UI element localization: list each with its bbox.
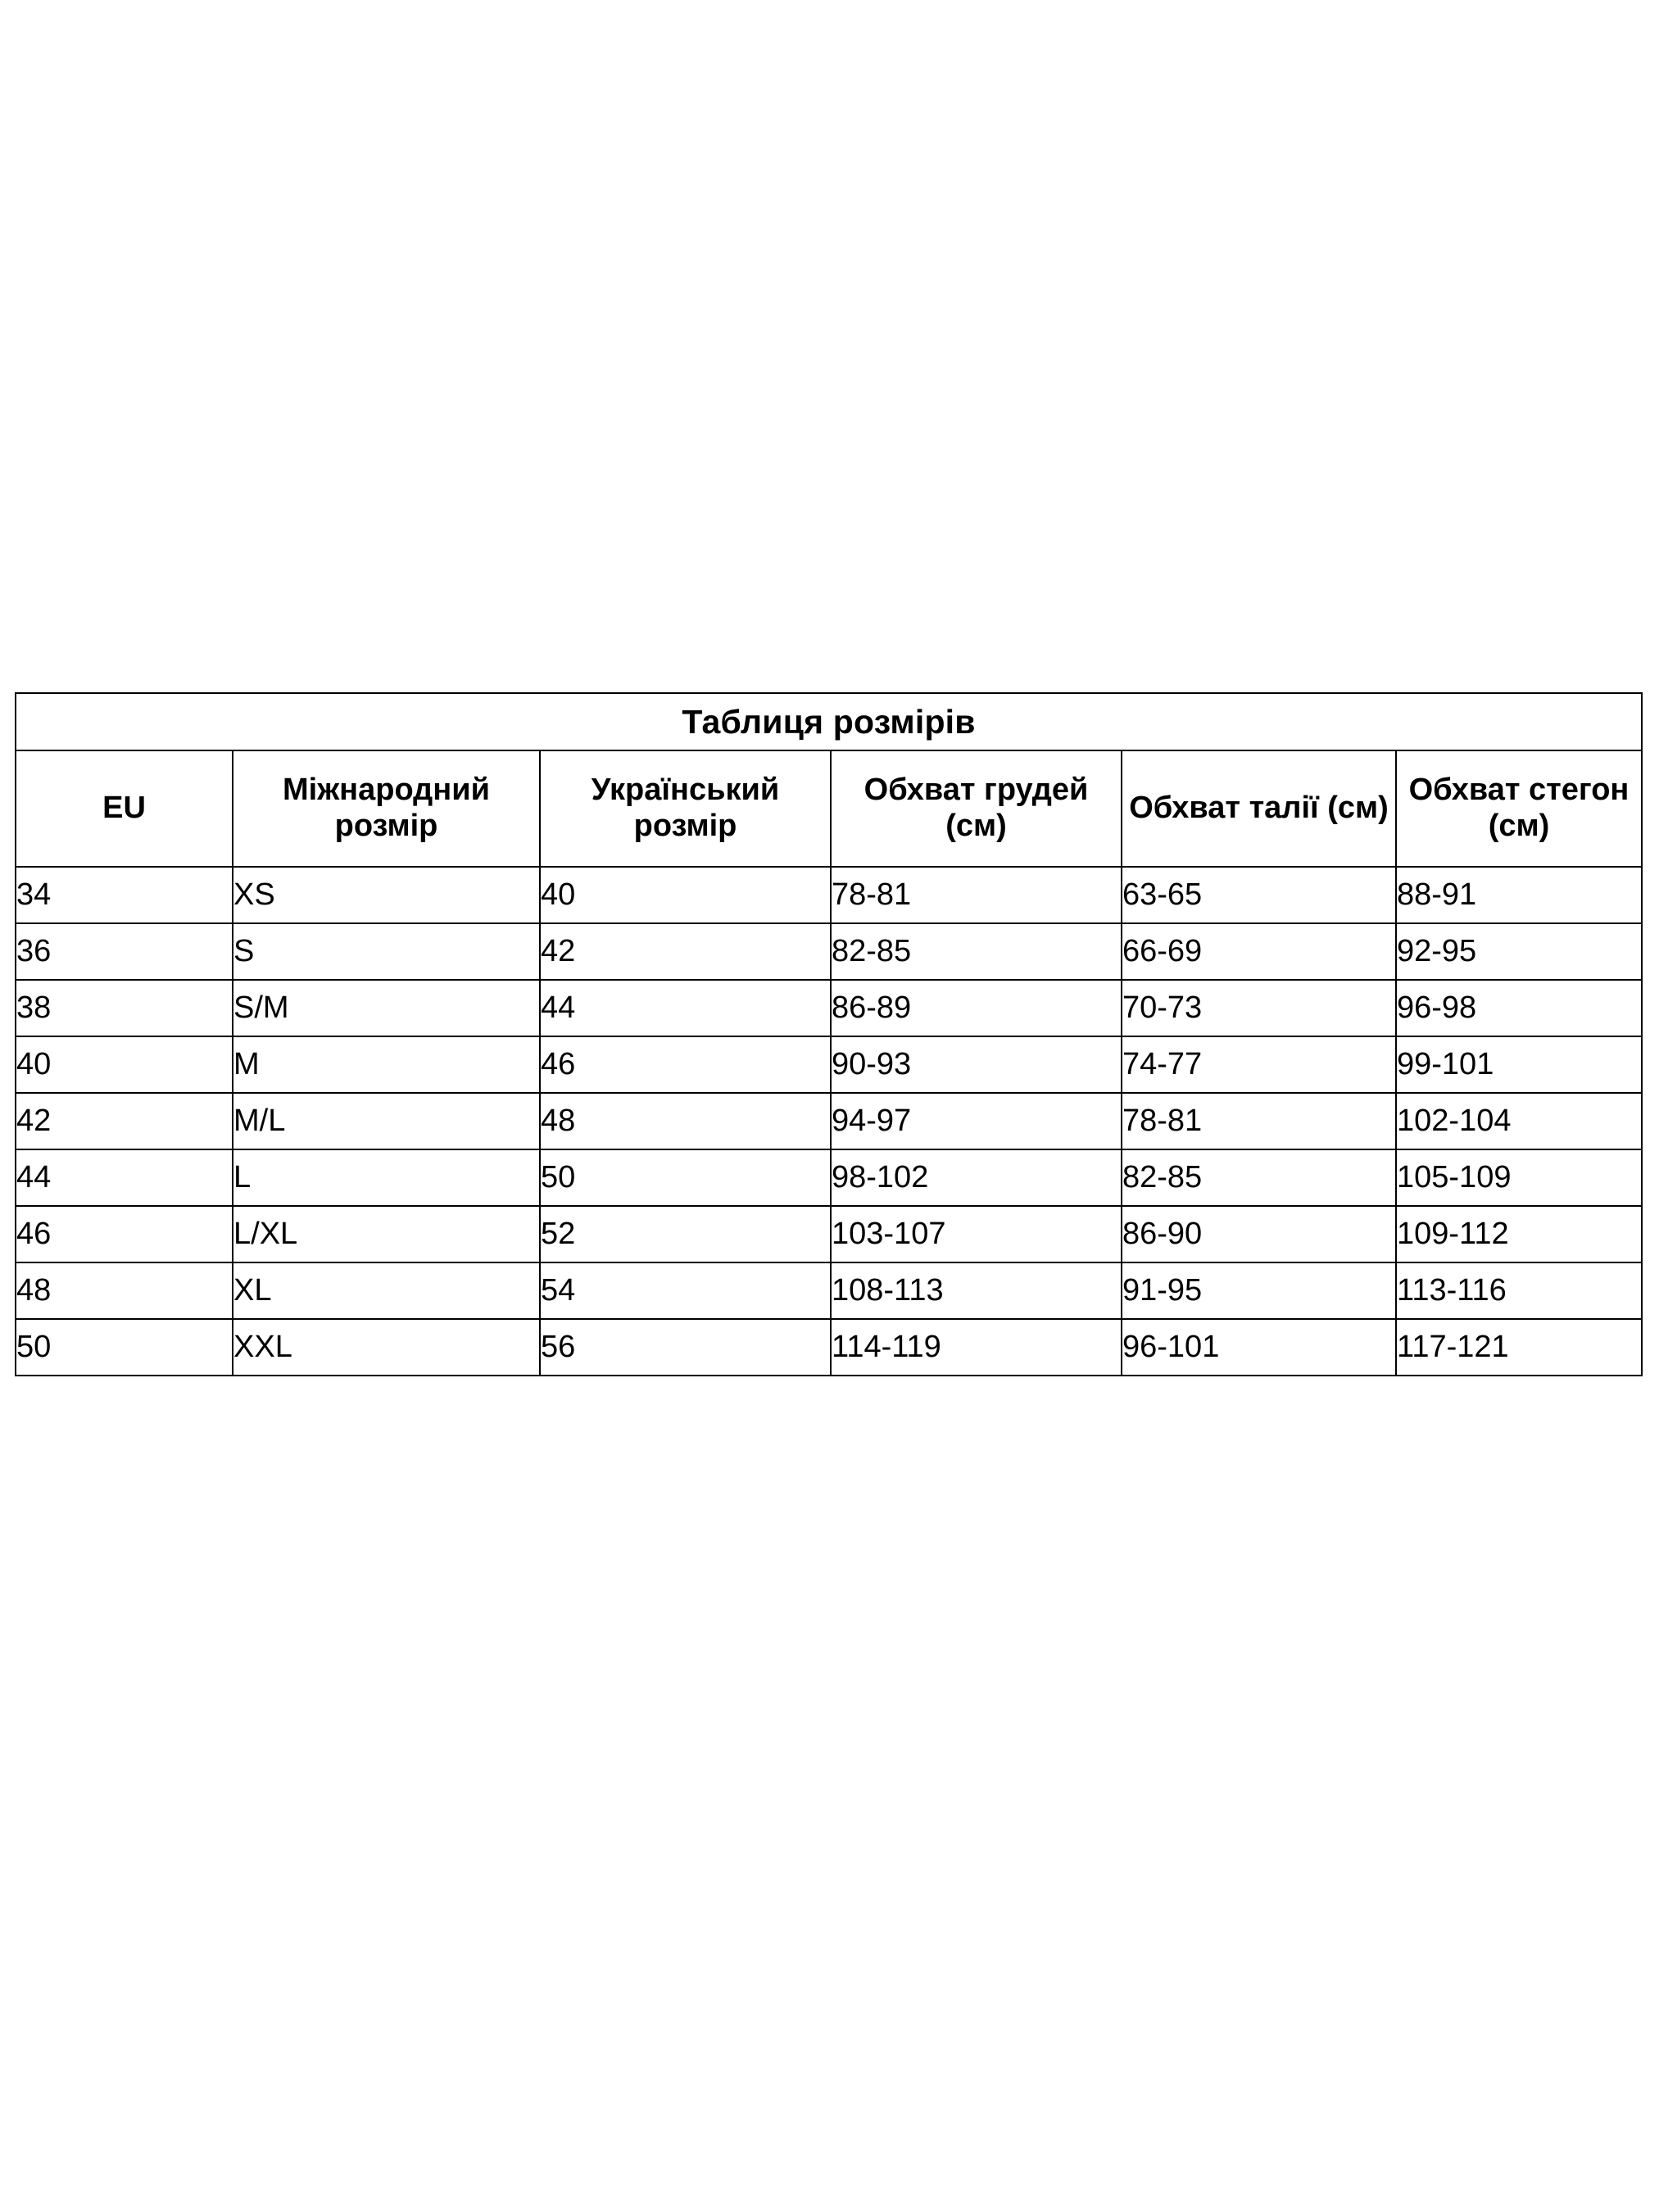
table-row: [16, 867, 1642, 923]
cell-waist: 96-101: [1122, 1319, 1396, 1376]
cell-chest: 82-85: [831, 923, 1122, 980]
cell-ukrainian-size: 56: [540, 1319, 831, 1376]
cell-waist: 74-77: [1122, 1036, 1396, 1093]
table-row: [16, 1262, 1642, 1319]
cell-waist: 91-95: [1122, 1262, 1396, 1319]
cell-hips: 105-109: [1396, 1149, 1642, 1206]
cell-chest: 78-81: [831, 867, 1122, 923]
cell-eu: 36: [16, 923, 233, 980]
cell-hips: 92-95: [1396, 923, 1642, 980]
column-header-waist: Обхват талії (см): [1122, 750, 1396, 867]
size-chart-table: [15, 692, 1643, 1376]
cell-hips: 99-101: [1396, 1036, 1642, 1093]
cell-chest: 98-102: [831, 1149, 1122, 1206]
cell-eu: 44: [16, 1149, 233, 1206]
column-header-hips: Обхват стегон (см): [1396, 750, 1642, 867]
column-header-ukrainian-size: Український розмір: [540, 750, 831, 867]
table-row: [16, 1036, 1642, 1093]
cell-international-size: XL: [233, 1262, 540, 1319]
cell-waist: 78-81: [1122, 1093, 1396, 1149]
table-row: [16, 1319, 1642, 1376]
cell-eu: 42: [16, 1093, 233, 1149]
column-header-eu: EU: [16, 750, 233, 867]
cell-chest: 103-107: [831, 1206, 1122, 1262]
cell-international-size: XS: [233, 867, 540, 923]
cell-hips: 109-112: [1396, 1206, 1642, 1262]
table-row: [16, 1149, 1642, 1206]
cell-hips: 96-98: [1396, 980, 1642, 1036]
cell-ukrainian-size: 50: [540, 1149, 831, 1206]
column-header-chest: Обхват грудей (см): [831, 750, 1122, 867]
table-row: [16, 1093, 1642, 1149]
table-header-row: [16, 750, 1642, 867]
cell-eu: 48: [16, 1262, 233, 1319]
table-row: [16, 1206, 1642, 1262]
cell-hips: 117-121: [1396, 1319, 1642, 1376]
cell-ukrainian-size: 52: [540, 1206, 831, 1262]
cell-international-size: L/XL: [233, 1206, 540, 1262]
cell-eu: 38: [16, 980, 233, 1036]
cell-chest: 86-89: [831, 980, 1122, 1036]
column-header-international-size: Міжнародний розмір: [233, 750, 540, 867]
table-row: [16, 923, 1642, 980]
table-row: [16, 980, 1642, 1036]
cell-international-size: M/L: [233, 1093, 540, 1149]
table-title: Таблиця розмірів: [16, 693, 1642, 750]
cell-international-size: XXL: [233, 1319, 540, 1376]
cell-international-size: M: [233, 1036, 540, 1093]
cell-ukrainian-size: 46: [540, 1036, 831, 1093]
cell-hips: 113-116: [1396, 1262, 1642, 1319]
cell-waist: 63-65: [1122, 867, 1396, 923]
cell-eu: 34: [16, 867, 233, 923]
cell-chest: 94-97: [831, 1093, 1122, 1149]
cell-eu: 50: [16, 1319, 233, 1376]
cell-ukrainian-size: 48: [540, 1093, 831, 1149]
cell-international-size: L: [233, 1149, 540, 1206]
cell-waist: 86-90: [1122, 1206, 1396, 1262]
cell-waist: 66-69: [1122, 923, 1396, 980]
size-chart-container: [15, 692, 1645, 1376]
table-title-row: [16, 693, 1642, 750]
cell-chest: 114-119: [831, 1319, 1122, 1376]
cell-waist: 82-85: [1122, 1149, 1396, 1206]
cell-ukrainian-size: 44: [540, 980, 831, 1036]
cell-eu: 46: [16, 1206, 233, 1262]
cell-ukrainian-size: 40: [540, 867, 831, 923]
cell-hips: 102-104: [1396, 1093, 1642, 1149]
cell-eu: 40: [16, 1036, 233, 1093]
cell-ukrainian-size: 42: [540, 923, 831, 980]
cell-international-size: S/M: [233, 980, 540, 1036]
cell-hips: 88-91: [1396, 867, 1642, 923]
cell-chest: 108-113: [831, 1262, 1122, 1319]
cell-chest: 90-93: [831, 1036, 1122, 1093]
cell-ukrainian-size: 54: [540, 1262, 831, 1319]
cell-waist: 70-73: [1122, 980, 1396, 1036]
cell-international-size: S: [233, 923, 540, 980]
